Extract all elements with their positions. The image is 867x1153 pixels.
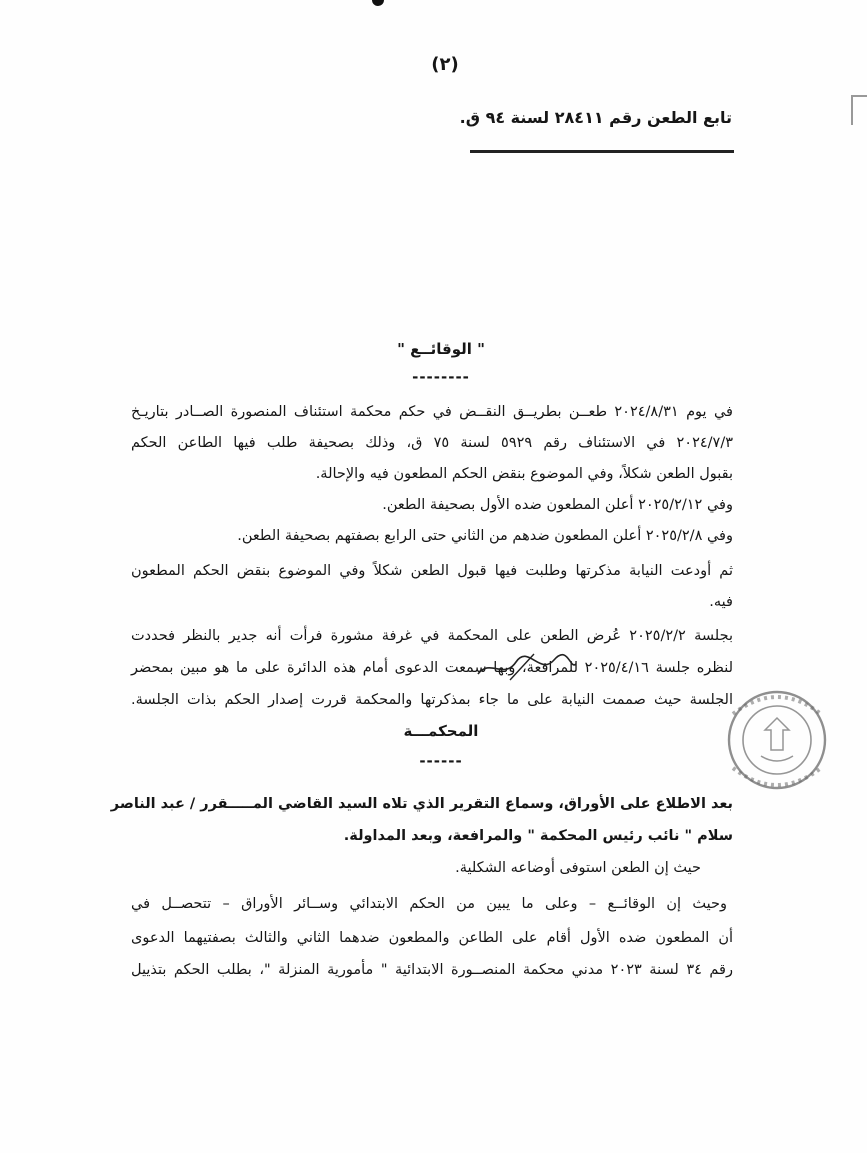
court-line-5: أن المطعون ضده الأول أقام على الطاعن والمطعون ضدهما الثاني والثالث بصفتيهما الدعوى xyxy=(131,930,733,946)
court-line-4: وحيث إن الوقائــع – وعلى ما يبين من الحكم الابتدائي وســائر الأوراق – تتحصــل في xyxy=(131,896,727,912)
facts-line-1: في يوم ٢٠٢٤/٨/٣١ طعــن بطريــق النقــض في حكم محكمة استئناف المنصورة الصــادر بتاريـخ xyxy=(131,404,733,420)
facts-line-7: فيه. xyxy=(709,594,733,610)
facts-line-2: ٢٠٢٤/٧/٣ في الاستئناف رقم ٥٩٢٩ لسنة ٧٥ ق، وذلك بصحيفة طلب فيها الطاعن الحكم xyxy=(131,435,733,451)
court-line-3: حيث إن الطعن استوفى أوضاعه الشكلية. xyxy=(455,860,701,876)
facts-line-5: وفي ٢٠٢٥/٢/٨ أعلن المطعون ضدهم من الثاني حتى الرابع بصفتهم بصحيفة الطعن. xyxy=(237,528,733,544)
facts-line-8: بجلسة ٢٠٢٥/٢/٢ عُرض الطعن على المحكمة في غرفة مشورة فرأت أنه جدير بالنظر فحددت xyxy=(131,628,733,644)
facts-line-6: ثم أودعت النيابة مذكرتها وطلبت فيها قبول الطعن شكلاً وفي الموضوع بنقض الحكم المطعون xyxy=(131,563,733,579)
page-fold-mark xyxy=(851,95,867,125)
handwritten-date-correction xyxy=(470,650,580,684)
facts-title: " الوقائــع " xyxy=(397,340,485,358)
case-header: تابع الطعن رقم ٢٨٤١١ لسنة ٩٤ ق. xyxy=(459,108,732,127)
hole-punch-mark xyxy=(372,0,384,6)
court-separator: ------ xyxy=(419,752,463,770)
court-seal-stamp xyxy=(703,684,855,796)
court-line-1: بعد الاطلاع على الأوراق، وسماع التقرير الذي تلاه السيد القاضي المـــــقرر / عبد الناصر xyxy=(110,796,733,812)
facts-line-4: وفي ٢٠٢٥/٢/١٢ أعلن المطعون ضده الأول بصحيفة الطعن. xyxy=(382,497,733,513)
court-line-2: سلام " نائب رئيس المحكمة " والمرافعة، وبعد المداولة. xyxy=(343,828,733,844)
court-title: المحكمـــة xyxy=(403,722,479,740)
court-line-6: رقم ٣٤ لسنة ٢٠٢٣ مدني محكمة المنصــورة الابتدائية " مأمورية المنزلة "، بطلب الحكم بتذييل xyxy=(131,962,733,978)
facts-line-9: لنظره جلسة ٢٠٢٥/٤/١٦ للمرافعة، وبها سمعت الدعوى أمام هذه الدائرة على ما هو مبين بمحضر xyxy=(131,660,733,676)
page-number: (٢) xyxy=(431,54,459,75)
facts-separator: -------- xyxy=(412,368,470,386)
header-rule xyxy=(470,150,734,153)
facts-line-10: الجلسة حيث صممت النيابة على ما جاء بمذكرتها والمحكمة قررت إصدار الحكم بذات الجلسة. xyxy=(131,692,733,708)
facts-line-3: بقبول الطعن شكلاً، وفي الموضوع بنقض الحكم المطعون فيه والإحالة. xyxy=(315,466,733,482)
